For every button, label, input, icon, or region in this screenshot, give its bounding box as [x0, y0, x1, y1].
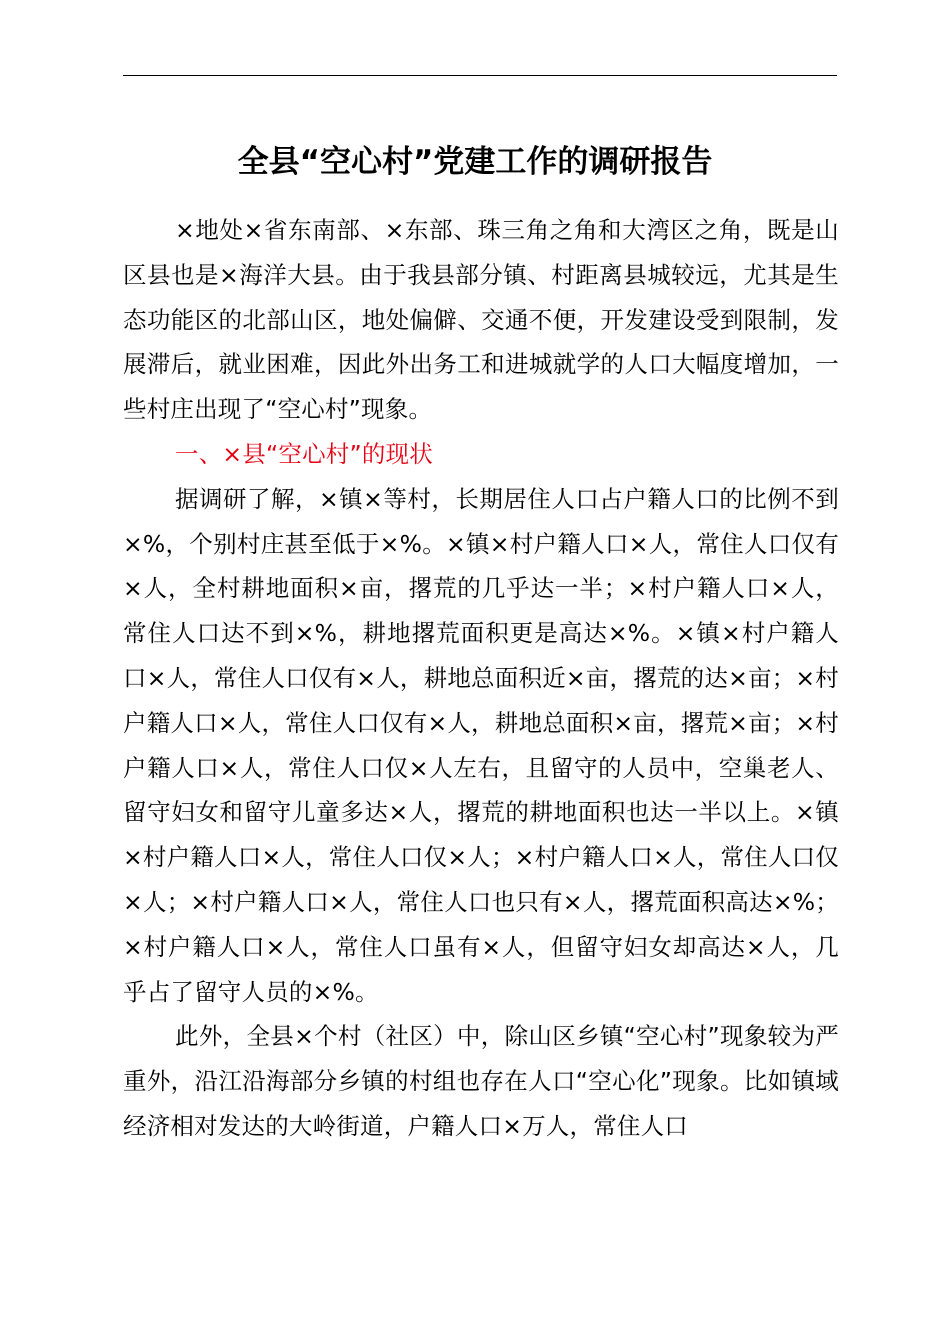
document-body — [123, 208, 839, 1149]
section1-paragraph-1: 据调研了解，×镇×等村，长期居住人口占户籍人口的比例不到×%，个别村庄甚至低于×%。×镇×村户籍人口×人，常住人口仅有×人，全村耕地面积×亩，撂荒的几乎达一半；×村户籍人口×人，常住人口达不到×%，耕地撂荒面积更是高达×%。×镇×村户籍人口×人，常住人口仅有×人，耕地总面积近×亩，撂荒的达×亩；×村户籍人口×人，常住人口仅有×人，耕地总面积×亩，撂荒×亩；×村户籍人口×人，常住人口仅×人左右，且留守的人员中，空巢老人、留守妇女和留守儿童多达×人，撂荒的耕地面积也达一半以上。×镇×村户籍人口×人，常住人口仅×人；×村户籍人口×人，常住人口仅×人；×村户籍人口×人，常住人口也只有×人，撂荒面积高达×%；×村户籍人口×人，常住人口虽有×人，但留守妇女却高达×人，几乎占了留守人员的×%。 — [123, 484, 839, 1006]
document-title: 全县“空心村”党建工作的调研报告 — [237, 144, 713, 180]
intro-paragraph: ×地处×省东南部、×东部、珠三角之角和大湾区之角，既是山区县也是×海洋大县。由于我县部分镇、村距离县城较远，尤其是生态功能区的北部山区，地处偏僻、交通不便，开发建设受到限制，发展滞后，就业困难，因此外出务工和进城就学的人口大幅度增加，一些村庄出现了“空心村”现象。 — [123, 216, 839, 424]
section-heading-1: 一、×县“空心村”的现状 — [175, 439, 433, 468]
section1-paragraph-2: 此外，全县×个村（社区）中，除山区乡镇“空心村”现象较为严重外，沿江沿海部分乡镇的村组也存在人口“空心化”现象。比如镇域经济相对发达的大岭街道，户籍人口×万人，常住人口 — [123, 1022, 839, 1140]
header-rule — [123, 75, 837, 76]
